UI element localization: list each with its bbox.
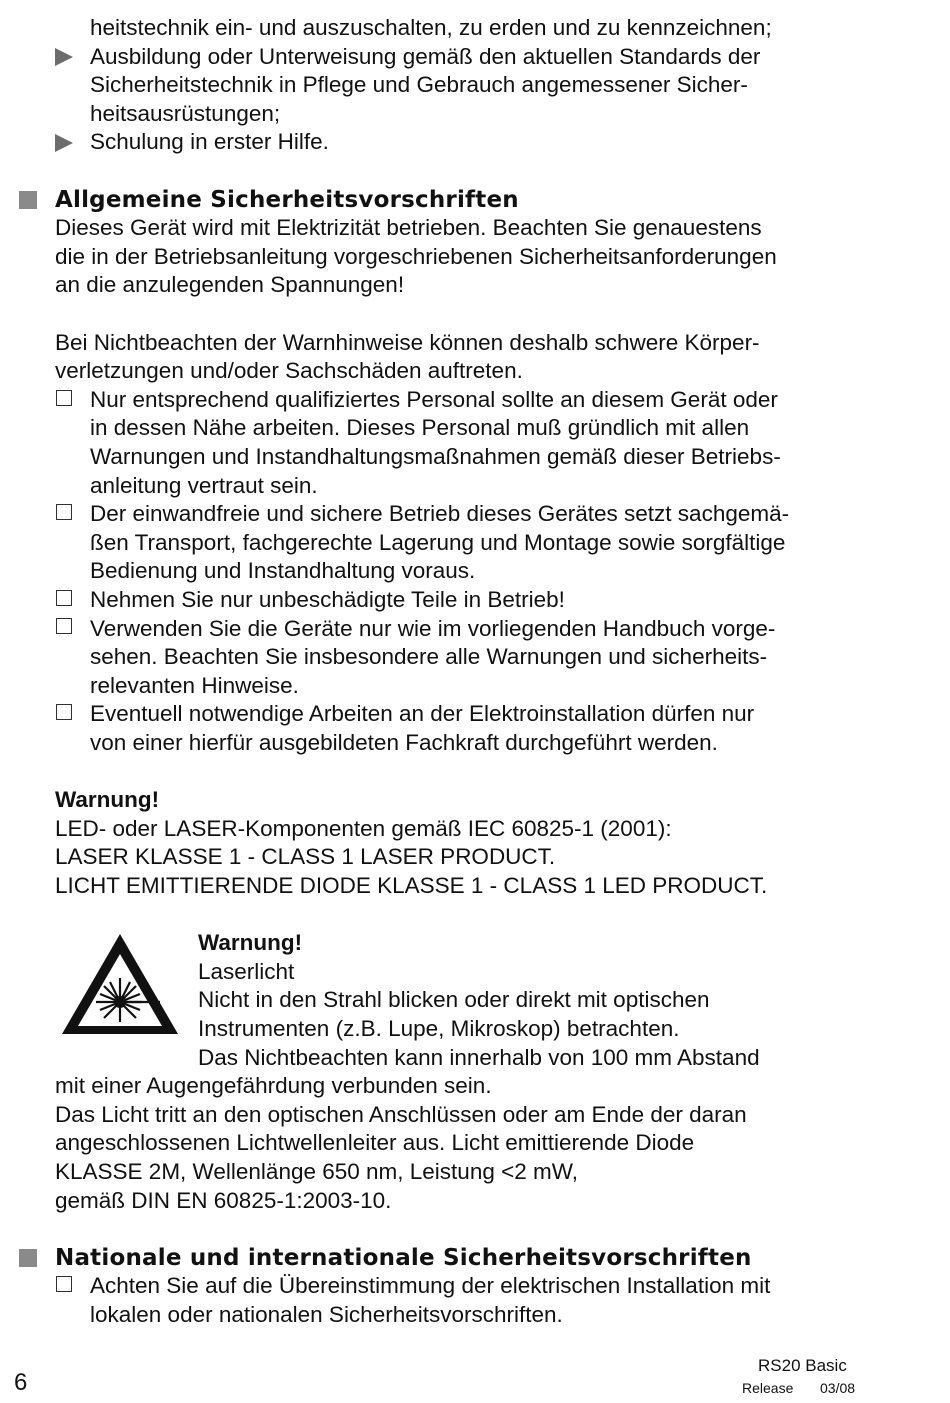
text-line: Nehmen Sie nur unbeschädigte Teile in Betrieb! <box>90 587 565 612</box>
text-line: Bei Nichtbeachten der Warnhinweise können deshalb schwere Körper- <box>55 329 760 355</box>
checkbox-icon <box>56 704 72 720</box>
page-number: 6 <box>14 1369 28 1396</box>
warning-title: Warnung! <box>55 787 160 813</box>
text-line: Das Licht tritt an den optischen Anschlüssen oder am Ende der daran <box>55 1101 747 1127</box>
text-line: Nicht in den Strahl blicken oder direkt mit optischen <box>198 987 710 1013</box>
text-line: gemäß DIN EN 60825-1:2003-10. <box>55 1187 392 1213</box>
text-line: Der einwandfreie und sichere Betrieb dieses Gerätes setzt sachgemä- <box>90 501 790 527</box>
text-line: sehen. Beachten Sie insbesondere alle Warnungen und sicherheits- <box>90 644 768 670</box>
section-heading: Nationale und internationale Sicherheitsvorschriften <box>55 1244 752 1271</box>
checkbox-icon <box>56 504 72 520</box>
text-line: mit einer Augengefährdung verbunden sein. <box>55 1073 492 1099</box>
text-line: Instrumenten (z.B. Lupe, Mikroskop) betrachten. <box>198 1016 680 1041</box>
text-line: Das Nichtbeachten kann innerhalb von 100 mm Abstand <box>198 1044 760 1070</box>
text-line: heitsausrüstungen; <box>90 100 281 126</box>
text-line: ßen Transport, fachgerechte Lagerung und Montage sowie sorgfältige <box>90 529 786 555</box>
text-line: LED- oder LASER-Komponenten gemäß IEC 60825-1 (2001): <box>55 815 672 841</box>
text-line: Schulung in erster Hilfe. <box>90 129 329 155</box>
text-line: relevanten Hinweise. <box>90 672 299 698</box>
release-date: 03/08 <box>820 1380 856 1396</box>
triangle-bullet-icon <box>55 134 73 152</box>
text-line: heitstechnik ein- und auszuschalten, zu erden und zu kennzeichnen; <box>90 15 772 40</box>
text-line: LASER KLASSE 1 - CLASS 1 LASER PRODUCT. <box>55 844 556 870</box>
text-line: anleitung vertraut sein. <box>90 472 318 498</box>
release-label: Release <box>742 1380 794 1396</box>
text-line: KLASSE 2M, Wellenlänge 650 nm, Leistung <2 mW, <box>55 1159 578 1184</box>
text-line: von einer hierfür ausgebildeten Fachkraft durchgeführt werden. <box>90 730 718 755</box>
text-line: Achten Sie auf die Übereinstimmung der elektrischen Installation mit <box>90 1273 771 1299</box>
square-section-icon <box>19 191 37 209</box>
checkbox-icon <box>56 618 72 634</box>
checkbox-icon <box>56 590 72 606</box>
text-line: Sicherheitstechnik in Pflege und Gebrauch angemessener Sicher- <box>90 72 748 98</box>
text-line: Nur entsprechend qualifiziertes Personal sollte an diesem Gerät oder <box>90 386 778 412</box>
text-line: in dessen Nähe arbeiten. Dieses Personal muß gründlich mit allen <box>90 415 750 441</box>
text-line: Verwenden Sie die Geräte nur wie im vorliegenden Handbuch vorge- <box>90 615 776 641</box>
text-line: LICHT EMITTIERENDE DIODE KLASSE 1 - CLASS 1 LED PRODUCT. <box>55 873 768 898</box>
section-heading: Allgemeine Sicherheitsvorschriften <box>55 186 519 213</box>
checkbox-icon <box>56 1276 72 1292</box>
triangle-bullet-icon <box>55 48 73 66</box>
text-line: Laserlicht <box>198 958 295 984</box>
text-line: Warnungen und Instandhaltungsmaßnahmen gemäß dieser Betriebs- <box>90 444 781 469</box>
text-line: lokalen oder nationalen Sicherheitsvorschriften. <box>90 1302 563 1327</box>
checkbox-icon <box>56 390 72 406</box>
warning-title: Warnung! <box>198 930 303 956</box>
text-line: verletzungen und/oder Sachschäden auftreten. <box>55 358 523 384</box>
text-line: angeschlossenen Lichtwellenleiter aus. Licht emittierende Diode <box>55 1130 695 1156</box>
text-line: Ausbildung oder Unterweisung gemäß den aktuellen Standards der <box>90 43 761 69</box>
laser-warning-icon <box>58 930 182 1038</box>
square-section-icon <box>19 1249 37 1267</box>
text-line: an die anzulegenden Spannungen! <box>55 272 405 298</box>
product-name: RS20 Basic <box>758 1356 847 1375</box>
text-line: die in der Betriebsanleitung vorgeschriebenen Sicherheitsanforderungen <box>55 243 777 269</box>
text-line: Eventuell notwendige Arbeiten an der Elektroinstallation dürfen nur <box>90 701 755 727</box>
text-line: Bedienung und Instandhaltung voraus. <box>90 558 476 584</box>
text-line: Dieses Gerät wird mit Elektrizität betrieben. Beachten Sie genauestens <box>55 215 762 241</box>
